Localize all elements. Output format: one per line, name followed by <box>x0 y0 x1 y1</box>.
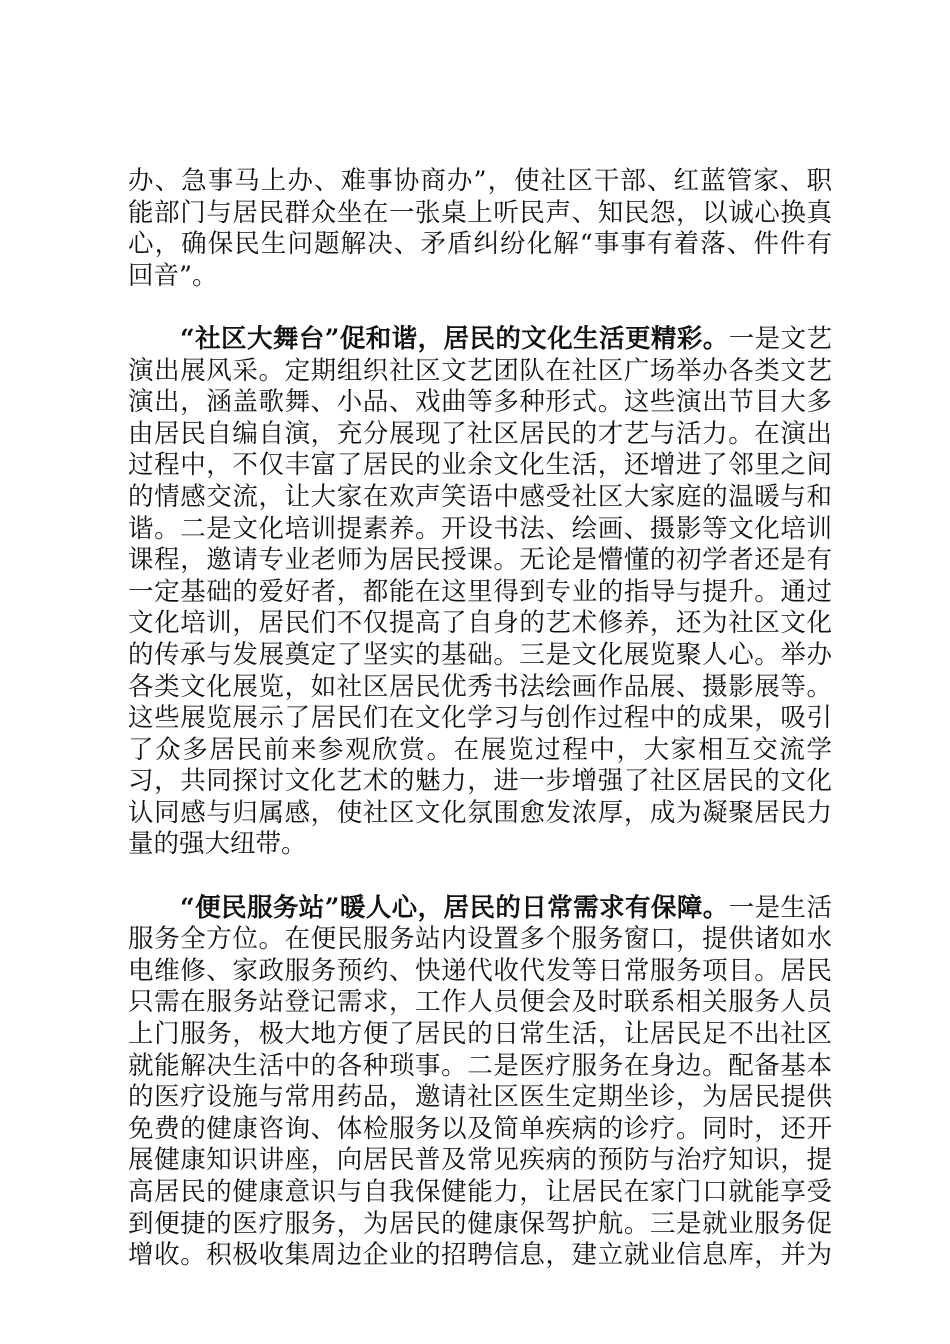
text-line: 免费的健康咨询、体检服务以及简单疾病的诊疗。同时，还开 <box>128 1113 832 1144</box>
text-line: 课程，邀请专业老师为居民授课。无论是懵懂的初学者还是有 <box>128 545 832 576</box>
paragraph-gap <box>128 861 832 893</box>
text-line: 谐。二是文化培训提素养。开设书法、绘画、摄影等文化培训 <box>128 513 832 544</box>
text-line: 量的强大纽带。 <box>128 829 307 860</box>
text-line: 各类文化展览，如社区居民优秀书法绘画作品展、摄影展等。 <box>128 671 832 702</box>
text-line: 这些展览展示了居民们在文化学习与创作过程中的成果，吸引 <box>128 703 832 734</box>
text-line: 增收。积极收集周边企业的招聘信息，建立就业信息库，并为 <box>128 1240 832 1271</box>
paragraph-gap <box>128 292 832 324</box>
paragraph-heading: “便民服务站”暖人心，居民的日常需求有保障。 <box>180 892 729 923</box>
text-line: 一定基础的爱好者，都能在这里得到专业的指导与提升。通过 <box>128 576 832 607</box>
text-line: 演出展风采。定期组织社区文艺团队在社区广场举办各类文艺 <box>128 355 832 386</box>
paragraph-2 <box>128 324 832 861</box>
text-line: 认同感与归属感，使社区文化氛围愈发浓厚，成为凝聚居民力 <box>128 797 832 828</box>
document-body <box>128 166 832 1272</box>
text-line: 的传承与发展奠定了坚实的基础。三是文化展览聚人心。举办 <box>128 639 832 670</box>
text-line: 只需在服务站登记需求，工作人员便会及时联系相关服务人员 <box>128 987 832 1018</box>
text-line: 就能解决生活中的各种琐事。二是医疗服务在身边。配备基本 <box>128 1050 832 1081</box>
paragraph-1 <box>128 166 832 292</box>
text-line: 心，确保民生问题解决、矛盾纠纷化解“事事有着落、件件有 <box>128 229 832 260</box>
text-line: 的情感交流，让大家在欢声笑语中感受社区大家庭的温暖与和 <box>128 481 832 512</box>
text-line: 演出，涵盖歌舞、小品、戏曲等多种形式。这些演出节目大多 <box>128 387 832 418</box>
text-line: 到便捷的医疗服务，为居民的健康保驾护航。三是就业服务促 <box>128 1208 832 1239</box>
text-line: 的医疗设施与常用药品，邀请社区医生定期坐诊，为居民提供 <box>128 1082 832 1113</box>
paragraph-first-line <box>128 893 832 925</box>
paragraph-heading: “社区大舞台”促和谐，居民的文化生活更精彩。 <box>180 323 729 354</box>
text-span: 一是生活 <box>728 892 832 923</box>
text-line: 回音”。 <box>128 260 218 291</box>
text-line: 了众多居民前来参观欣赏。在展览过程中，大家相互交流学 <box>128 734 832 765</box>
text-line: 能部门与居民群众坐在一张桌上听民声、知民怨，以诚心换真 <box>128 197 832 228</box>
text-line: 上门服务，极大地方便了居民的日常生活，让居民足不出社区 <box>128 1019 832 1050</box>
text-line: 习，共同探讨文化艺术的魅力，进一步增强了社区居民的文化 <box>128 766 832 797</box>
text-line: 服务全方位。在便民服务站内设置多个服务窗口，提供诸如水 <box>128 924 832 955</box>
text-span: 一是文艺 <box>728 323 832 354</box>
text-line: 高居民的健康意识与自我保健能力，让居民在家门口就能享受 <box>128 1177 832 1207</box>
text-line: 由居民自编自演，充分展现了社区居民的才艺与活力。在演出 <box>128 418 832 449</box>
paragraph-3 <box>128 893 832 1272</box>
paragraph-first-line <box>128 324 832 356</box>
text-line: 过程中，不仅丰富了居民的业余文化生活，还增进了邻里之间 <box>128 450 832 481</box>
text-line: 办、急事马上办、难事协商办”，使社区干部、红蓝管家、职 <box>128 166 832 196</box>
text-line: 电维修、家政服务预约、快递代收代发等日常服务项目。居民 <box>128 955 832 986</box>
text-line: 展健康知识讲座，向居民普及常见疾病的预防与治疗知识，提 <box>128 1145 832 1176</box>
text-line: 文化培训，居民们不仅提高了自身的艺术修养，还为社区文化 <box>128 608 832 639</box>
